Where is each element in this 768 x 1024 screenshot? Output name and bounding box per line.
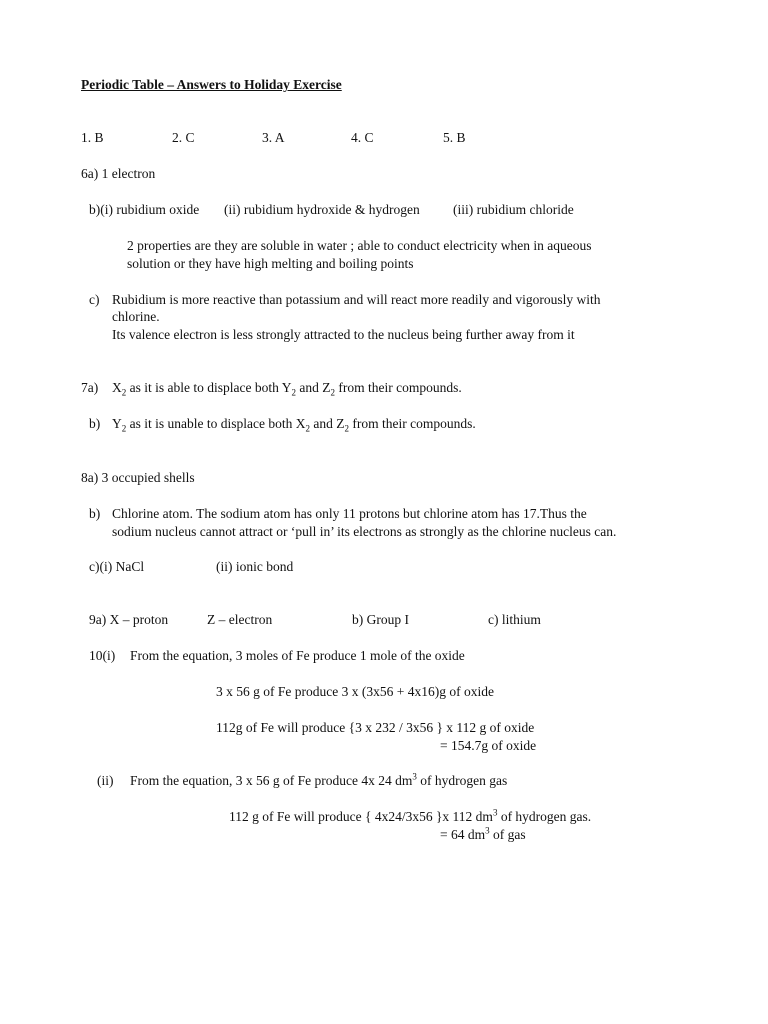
q10-ii-statement: From the equation, 3 x 56 g of Fe produce 4x 24 $dm^3$ of hydrogen gas <box>130 771 508 788</box>
q8b-line-1: Chlorine atom. The sodium atom has only 11 protons but chlorine atom has 17.Thus the <box>112 506 587 521</box>
q6c-label: c) <box>89 292 100 307</box>
q9b-answer: b) Group I <box>352 612 409 627</box>
q10-ii-result: = 64 $dm^3$ of gas <box>440 825 526 842</box>
q6-properties-line-2: solution or they have high melting and boiling points <box>127 256 414 271</box>
mcq-answer-4: 4. C <box>351 130 374 145</box>
q7a-label: 7a) <box>81 380 99 395</box>
q6b-i-answer: b)(i) rubidium oxide <box>89 202 200 217</box>
q9a-z-answer: Z – electron <box>207 612 273 627</box>
q8b-line-2: sodium nucleus cannot attract or ‘pull in’ its electrons as strongly as the chlorine nucleus can. <box>112 524 617 539</box>
q6-properties-line-1: 2 properties are they are soluble in water ; able to conduct electricity when in aqueous <box>127 238 592 253</box>
mcq-answer-5: 5. B <box>443 130 466 145</box>
q6c-line-2: chlorine. <box>112 309 160 324</box>
mcq-answer-3: 3. A <box>262 130 285 145</box>
q8b-label: b) <box>89 506 101 521</box>
q6a-answer: 6a) 1 electron <box>81 166 156 181</box>
q6c-line-3: Its valence electron is less strongly attracted to the nucleus being further away from it <box>112 327 575 342</box>
q10-ii-label: (ii) <box>97 773 114 788</box>
q8c-i-answer: c)(i) NaCl <box>89 559 145 574</box>
q10-i-result: = 154.7g of oxide <box>440 738 537 753</box>
mcq-answer-2: 2. C <box>172 130 195 145</box>
page-title: Periodic Table – Answers to Holiday Exercise <box>81 77 342 92</box>
q8a-answer: 8a) 3 occupied shells <box>81 470 195 485</box>
q8c-ii-answer: (ii) ionic bond <box>216 559 294 574</box>
q6b-iii-answer: (iii) rubidium chloride <box>453 202 574 217</box>
q10-i-working-line-1: 3 x 56 g of Fe produce 3 x (3x56 + 4x16)g of oxide <box>216 684 494 699</box>
mcq-answer-1: 1. B <box>81 130 104 145</box>
q9a-answer: 9a) X – proton <box>89 612 169 627</box>
q10-i-statement: From the equation, 3 moles of Fe produce 1 mole of the oxide <box>130 648 465 663</box>
q10-i-working-line-2: 112g of Fe will produce {3 x 232 / 3x56 } x 112 g of oxide <box>216 720 535 735</box>
q7b-label: b) <box>89 416 101 431</box>
q10-i-label: 10(i) <box>89 648 116 663</box>
q7a-answer: $X_2$ as it is able to displace both $Y_2$ and $Z_2$ from their compounds. <box>112 380 462 398</box>
q9c-answer: c) lithium <box>488 612 541 627</box>
q10-ii-working-line: 112 g of Fe will produce { 4x24/3x56 }x 112 $dm^3$ of hydrogen gas. <box>229 807 592 824</box>
q7b-answer: $Y_2$ as it is unable to displace both $X_2$ and $Z_2$ from their compounds. <box>112 416 476 434</box>
q6b-ii-answer: (ii) rubidium hydroxide & hydrogen <box>224 202 420 217</box>
q6c-line-1: Rubidium is more reactive than potassium and will react more readily and vigorously with <box>112 292 601 307</box>
